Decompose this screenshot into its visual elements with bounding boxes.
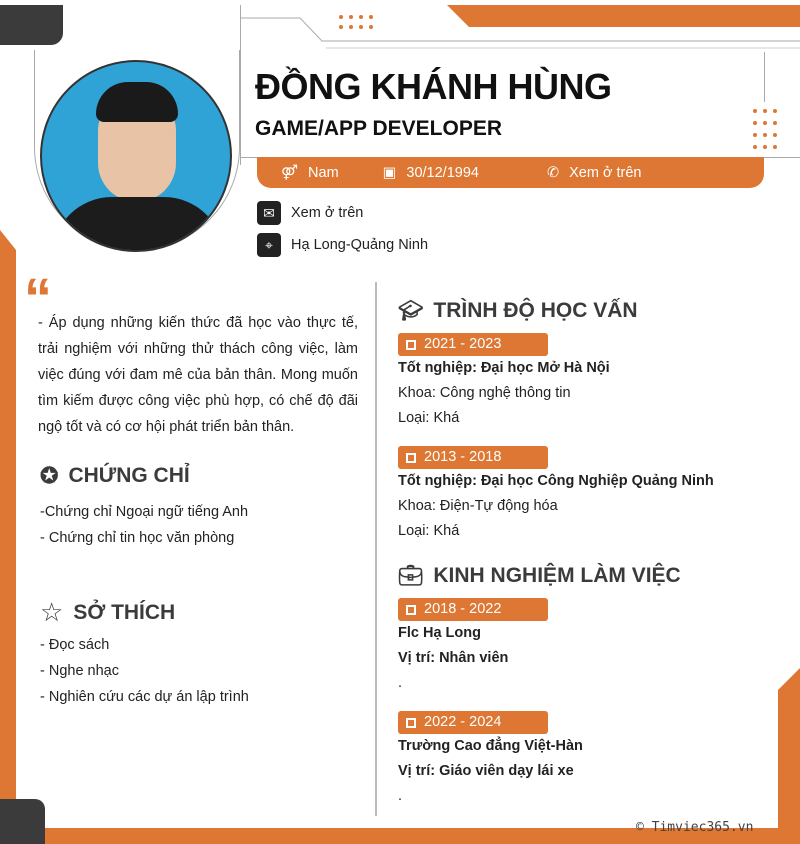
- left-strip: [0, 230, 16, 844]
- education-item: 2021 - 2023 Tốt nghiệp: Đại học Mở Hà Nội Khoa: Công nghệ thông tin Loại: Khá: [398, 333, 610, 431]
- education-item: 2013 - 2018 Tốt nghiệp: Đại học Công Nghiệp Quảng Ninh Khoa: Điện-Tự động hóa Loại: Khá: [398, 446, 714, 544]
- avatar: [40, 60, 232, 252]
- dots-top: [339, 15, 373, 29]
- certificates-heading: ✪ CHỨNG CHỈ: [40, 463, 190, 488]
- period-badge: 2018 - 2022: [398, 598, 548, 621]
- objective-text: - Áp dụng những kiến thức đã học vào thực tế, trải nghiệm với những thử thách công việc, làm việc đúng với đam mê của bản thân. Mong muốn tìm kiếm được công việc phù hợp, có chế độ đãi ngộ tốt và có cơ hội phát triển bản thân.: [38, 315, 358, 435]
- location-icon: ⌖: [257, 233, 281, 257]
- email-icon: ✉: [257, 201, 281, 225]
- period-badge: 2022 - 2024: [398, 711, 548, 734]
- quote-icon: “: [24, 266, 52, 329]
- period-badge: 2013 - 2018: [398, 446, 548, 469]
- info-bar: [257, 157, 764, 188]
- graduation-cap-icon: 🎓︎: [398, 300, 424, 322]
- hobbies-list: - Đọc sách - Nghe nhạc - Nghiên cứu các dự án lập trình: [40, 637, 249, 705]
- dots-right: [753, 109, 777, 149]
- job-title: GAME/APP DEVELOPER: [255, 117, 502, 140]
- gender-icon: ⚤: [281, 164, 299, 181]
- phone-icon: ✆: [546, 164, 560, 181]
- certificates-list: -Chứng chỉ Ngoại ngữ tiếng Anh - Chứng chỉ tin học văn phòng: [40, 504, 249, 546]
- experience-item: 2018 - 2022 Flc Hạ Long Vị trí: Nhân viên .: [398, 598, 548, 696]
- right-strip: [778, 668, 800, 844]
- period-badge: 2021 - 2023: [398, 333, 548, 356]
- watermark: © Timviec365.vn: [636, 820, 754, 835]
- contact-address: ⌖ Hạ Long-Quảng Ninh: [257, 233, 428, 257]
- phone: Xem ở trên: [569, 164, 642, 181]
- hobbies-heading: ☆ SỞ THÍCH: [40, 597, 176, 627]
- gender: Nam: [308, 164, 339, 181]
- corner-block-bottom: [0, 799, 45, 844]
- award-icon: ✪: [40, 463, 59, 488]
- full-name: ĐỒNG KHÁNH HÙNG: [255, 66, 612, 107]
- corner-block-top: [0, 5, 63, 45]
- calendar-icon: ▣: [382, 164, 397, 181]
- education-heading: 🎓︎ TRÌNH ĐỘ HỌC VẤN: [398, 298, 638, 322]
- contact-email: ✉ Xem ở trên: [257, 201, 363, 225]
- birthday: 30/12/1994: [406, 164, 479, 181]
- column-divider: [375, 282, 377, 816]
- experience-heading: 💼︎ KINH NGHIỆM LÀM VIỆC: [398, 563, 681, 587]
- briefcase-icon: 💼︎: [398, 565, 424, 587]
- header-lines: [240, 15, 800, 60]
- experience-item: 2022 - 2024 Trường Cao đẳng Việt-Hàn Vị trí: Giáo viên dạy lái xe .: [398, 711, 583, 809]
- header-right-line: [764, 52, 765, 102]
- star-icon: ☆: [40, 597, 64, 627]
